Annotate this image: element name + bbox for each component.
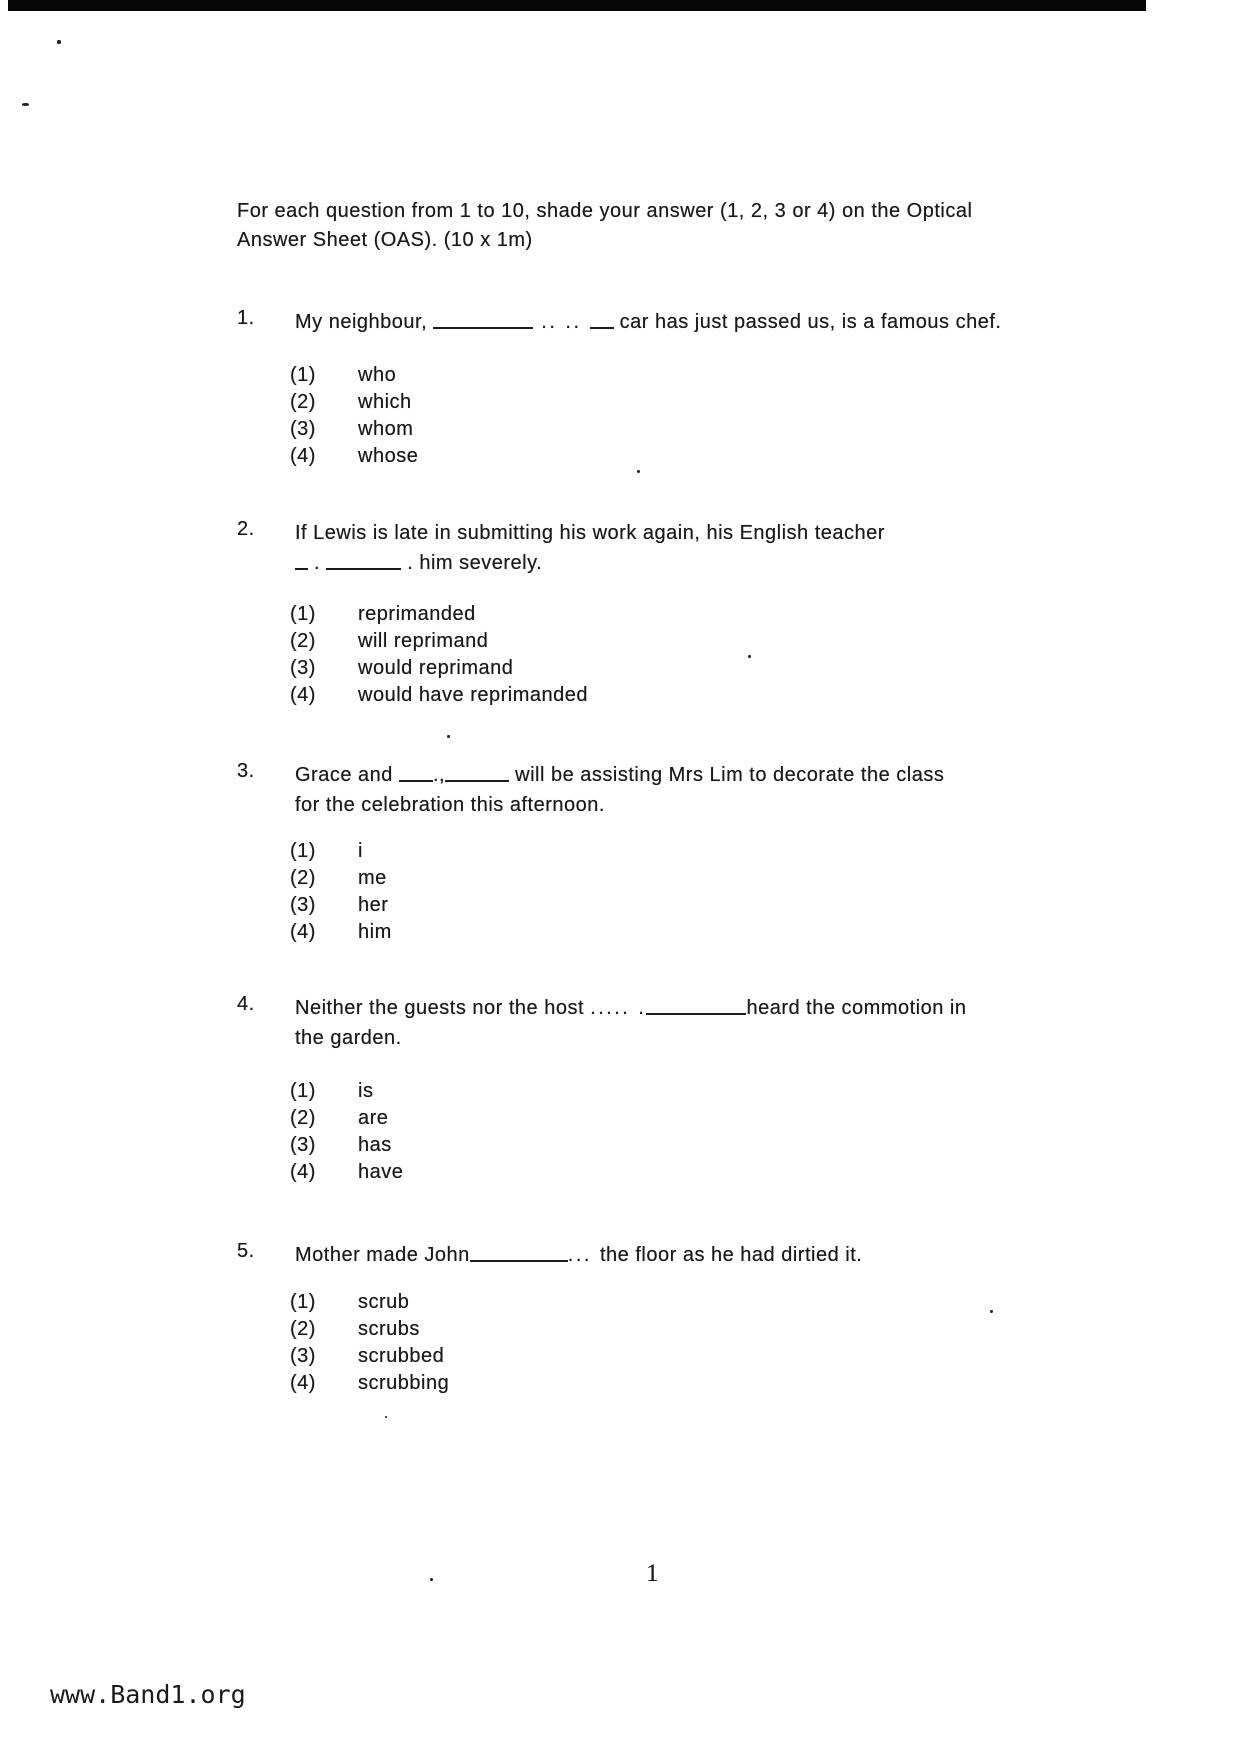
option-row xyxy=(290,628,588,655)
option-text: would have reprimanded xyxy=(358,684,589,706)
options-list xyxy=(290,838,392,946)
stem-line xyxy=(295,760,1155,790)
option-row xyxy=(290,865,392,892)
stem-line xyxy=(295,790,1155,820)
option-text: is xyxy=(358,1080,374,1102)
instructions-line: For each question from 1 to 10, shade your answer (1, 2, 3 or 4) on the Optical xyxy=(237,200,973,222)
options-list xyxy=(290,601,588,709)
stem-text: If Lewis is late in submitting his work again, his English teacher xyxy=(295,522,885,544)
option-label: (4) xyxy=(290,1372,316,1394)
option-row xyxy=(290,655,588,682)
stem-text: the floor as he had dirtied it. xyxy=(600,1244,863,1266)
stem-text: the garden. xyxy=(295,1027,402,1049)
option-label: (4) xyxy=(290,921,316,943)
question-stem xyxy=(295,760,1155,820)
option-row xyxy=(290,362,418,389)
option-row xyxy=(290,1316,449,1343)
option-label: (2) xyxy=(290,867,316,889)
question-block xyxy=(237,1240,1217,1394)
option-text: scrubbed xyxy=(358,1345,445,1367)
option-label: (1) xyxy=(290,1080,316,1102)
scan-speck xyxy=(57,40,61,44)
question-stem xyxy=(295,1240,1155,1270)
option-label: (2) xyxy=(290,391,316,413)
instructions xyxy=(237,197,1077,255)
question-block xyxy=(237,307,1217,467)
answer-blank xyxy=(326,566,401,570)
option-label: (4) xyxy=(290,445,316,467)
stem-line xyxy=(295,993,1155,1023)
option-row xyxy=(290,416,418,443)
option-row xyxy=(290,838,392,865)
option-text: has xyxy=(358,1134,392,1156)
option-label: (3) xyxy=(290,894,316,916)
option-text: have xyxy=(358,1161,404,1183)
option-text: me xyxy=(358,867,387,889)
question-number: 1. xyxy=(237,307,255,329)
stem-line xyxy=(295,307,1155,337)
stem-line xyxy=(295,518,1155,548)
answer-blank xyxy=(433,325,533,329)
answer-blank xyxy=(470,1258,568,1262)
answer-blank xyxy=(295,566,308,570)
option-text: which xyxy=(358,391,412,413)
watermark: www.Band1.org xyxy=(50,1680,246,1709)
scan-speck xyxy=(637,470,640,473)
scan-speck xyxy=(385,1416,387,1418)
options-list xyxy=(290,1289,449,1397)
question-block xyxy=(237,993,1217,1183)
option-text: him xyxy=(358,921,392,943)
option-row xyxy=(290,1105,403,1132)
answer-blank xyxy=(399,778,433,782)
scan-speck xyxy=(748,655,751,658)
question-number: 4. xyxy=(237,993,255,1015)
page-number: 1 xyxy=(646,1560,659,1587)
stem-text: Mother made John xyxy=(295,1244,470,1266)
question-stem xyxy=(295,307,1155,337)
question-number: 5. xyxy=(237,1240,255,1262)
scan-dots: .. .. xyxy=(533,311,590,333)
question-block xyxy=(237,518,1217,706)
instructions-line: Answer Sheet (OAS). (10 x 1m) xyxy=(237,229,533,251)
option-text: whom xyxy=(358,418,414,440)
stem-text: ., xyxy=(432,764,446,786)
option-text: i xyxy=(358,840,363,862)
option-label: (1) xyxy=(290,840,316,862)
stem-line xyxy=(295,548,1155,578)
question-block xyxy=(237,760,1217,943)
stem-text: . him severely. xyxy=(401,552,543,574)
option-label: (1) xyxy=(290,1291,316,1313)
option-row xyxy=(290,1132,403,1159)
option-text: whose xyxy=(358,445,419,467)
option-row xyxy=(290,1078,403,1105)
stem-line xyxy=(295,1240,1155,1270)
option-label: (3) xyxy=(290,1345,316,1367)
scanner-edge-bar xyxy=(8,0,1146,11)
option-label: (4) xyxy=(290,684,316,706)
stem-text: for the celebration this afternoon. xyxy=(295,794,605,816)
question-stem xyxy=(295,993,1155,1053)
option-label: (4) xyxy=(290,1161,316,1183)
option-text: reprimanded xyxy=(358,603,476,625)
option-label: (2) xyxy=(290,630,316,652)
answer-blank xyxy=(646,1011,746,1015)
stem-text: . xyxy=(308,552,327,574)
option-row xyxy=(290,1343,449,1370)
scan-dots: ... xyxy=(567,1244,600,1266)
option-label: (2) xyxy=(290,1107,316,1129)
stem-text: My neighbour, xyxy=(295,311,434,333)
option-row xyxy=(290,1289,449,1316)
stem-line xyxy=(295,1023,1155,1053)
option-row xyxy=(290,601,588,628)
option-text: will reprimand xyxy=(358,630,489,652)
question-number: 3. xyxy=(237,760,255,782)
option-label: (3) xyxy=(290,418,316,440)
option-row xyxy=(290,892,392,919)
options-list xyxy=(290,1078,403,1186)
option-label: (2) xyxy=(290,1318,316,1340)
option-label: (1) xyxy=(290,603,316,625)
options-list xyxy=(290,362,418,470)
option-text: who xyxy=(358,364,397,386)
stem-text: will be assisting Mrs Lim to decorate the class xyxy=(509,764,945,786)
stem-text: heard the commotion in xyxy=(746,997,967,1019)
question-number: 2. xyxy=(237,518,255,540)
option-row xyxy=(290,443,418,470)
option-text: scrub xyxy=(358,1291,410,1313)
option-text: scrubs xyxy=(358,1318,420,1340)
option-row xyxy=(290,389,418,416)
scan-speck xyxy=(990,1310,993,1313)
stem-text: Grace and xyxy=(295,764,399,786)
answer-blank xyxy=(590,325,614,329)
question-stem xyxy=(295,518,1155,578)
stem-text: car has just passed us, is a famous chef. xyxy=(613,311,1002,333)
option-text: would reprimand xyxy=(358,657,514,679)
option-text: scrubbing xyxy=(358,1372,450,1394)
option-text: are xyxy=(358,1107,389,1129)
answer-blank xyxy=(445,778,509,782)
stem-text: Neither the guests nor the host xyxy=(295,997,591,1019)
scan-speck xyxy=(430,1578,433,1581)
option-label: (3) xyxy=(290,1134,316,1156)
scan-speck xyxy=(447,735,450,738)
scan-speck xyxy=(22,103,29,106)
option-row xyxy=(290,919,392,946)
option-text: her xyxy=(358,894,389,916)
option-row xyxy=(290,1159,403,1186)
option-row xyxy=(290,1370,449,1397)
option-row xyxy=(290,682,588,709)
scan-dots: ..... . xyxy=(590,997,647,1019)
option-label: (1) xyxy=(290,364,316,386)
option-label: (3) xyxy=(290,657,316,679)
